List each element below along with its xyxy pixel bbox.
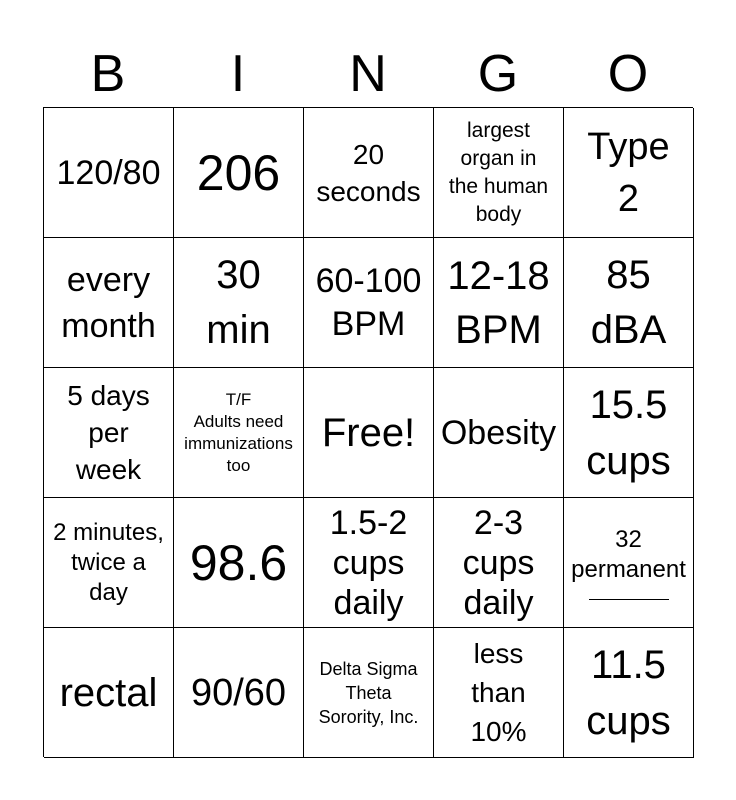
cell-label: every month xyxy=(61,260,156,345)
cell-label: 120/80 xyxy=(56,153,161,192)
bingo-cell-r3-c4[interactable] xyxy=(434,368,564,498)
free-space-label: Free! xyxy=(321,410,416,455)
cell-label: 2-3 cups daily xyxy=(462,503,535,622)
cell-label: 90/60 xyxy=(190,671,287,714)
bingo-cell-r1-c4[interactable] xyxy=(434,108,564,238)
bingo-card xyxy=(43,107,693,757)
bingo-cell-r4-c3[interactable] xyxy=(304,498,434,628)
cell-label: less than 10% xyxy=(470,638,527,747)
cell-label: Type 2 xyxy=(587,125,670,220)
cell-label: 30 min xyxy=(206,252,271,352)
cell-label: 15.5 cups xyxy=(586,382,671,483)
bingo-cell-r1-c3[interactable] xyxy=(304,108,434,238)
bingo-header xyxy=(43,40,693,108)
header-letter-g: G xyxy=(477,45,519,103)
header-letter-b: B xyxy=(90,45,126,103)
cell-label: 32 permanent xyxy=(571,526,686,583)
cell-label: 11.5 cups xyxy=(586,642,671,743)
cell-label: 2 minutes, twice a day xyxy=(53,518,164,606)
bingo-cell-r3-c1[interactable] xyxy=(44,368,174,498)
bingo-cell-r4-c5[interactable] xyxy=(564,498,694,628)
bingo-cell-r5-c3[interactable] xyxy=(304,628,434,758)
bingo-cell-r1-c2[interactable] xyxy=(174,108,304,238)
cell-label: Delta Sigma Theta Sorority, Inc. xyxy=(318,658,419,727)
header-letter-n: N xyxy=(349,45,387,103)
bingo-cell-r5-c1[interactable] xyxy=(44,628,174,758)
cell-label: Obesity xyxy=(440,413,557,452)
header-letter-i: I xyxy=(230,45,246,103)
bingo-cell-r1-c5[interactable] xyxy=(564,108,694,238)
bingo-cell-r2-c5[interactable] xyxy=(564,238,694,368)
bingo-cell-r1-c1[interactable] xyxy=(44,108,174,238)
bingo-cell-r5-c2[interactable] xyxy=(174,628,304,758)
cell-label: 206 xyxy=(196,144,281,201)
bingo-cell-r2-c4[interactable] xyxy=(434,238,564,368)
cell-label: T/F Adults need immunizations too xyxy=(184,389,293,475)
bingo-cell-r5-c4[interactable] xyxy=(434,628,564,758)
cell-content xyxy=(571,525,686,600)
bingo-cell-r5-c5[interactable] xyxy=(564,628,694,758)
bingo-cell-r3-c2[interactable] xyxy=(174,368,304,498)
cell-label: 12-18 BPM xyxy=(447,253,550,352)
cell-label: 1.5-2 cups daily xyxy=(329,503,408,622)
cell-label: rectal xyxy=(59,670,158,715)
bingo-cell-r3-c3[interactable] xyxy=(304,368,434,498)
bingo-cell-r4-c2[interactable] xyxy=(174,498,304,628)
bingo-cell-r2-c3[interactable] xyxy=(304,238,434,368)
cell-label: largest organ in the human body xyxy=(448,118,549,226)
bingo-cell-r2-c2[interactable] xyxy=(174,238,304,368)
bingo-cell-r3-c5[interactable] xyxy=(564,368,694,498)
bingo-cell-r2-c1[interactable] xyxy=(44,238,174,368)
blank-line xyxy=(589,599,669,600)
cell-label: 20 seconds xyxy=(316,138,421,207)
cell-label: 60-100 BPM xyxy=(315,261,422,343)
bingo-cell-r4-c4[interactable] xyxy=(434,498,564,628)
cell-label: 85 dBA xyxy=(590,252,667,352)
bingo-cell-r4-c1[interactable] xyxy=(44,498,174,628)
header-letter-o: O xyxy=(607,45,649,103)
cell-label: 5 days per week xyxy=(67,380,150,485)
cell-label: 98.6 xyxy=(189,534,288,591)
